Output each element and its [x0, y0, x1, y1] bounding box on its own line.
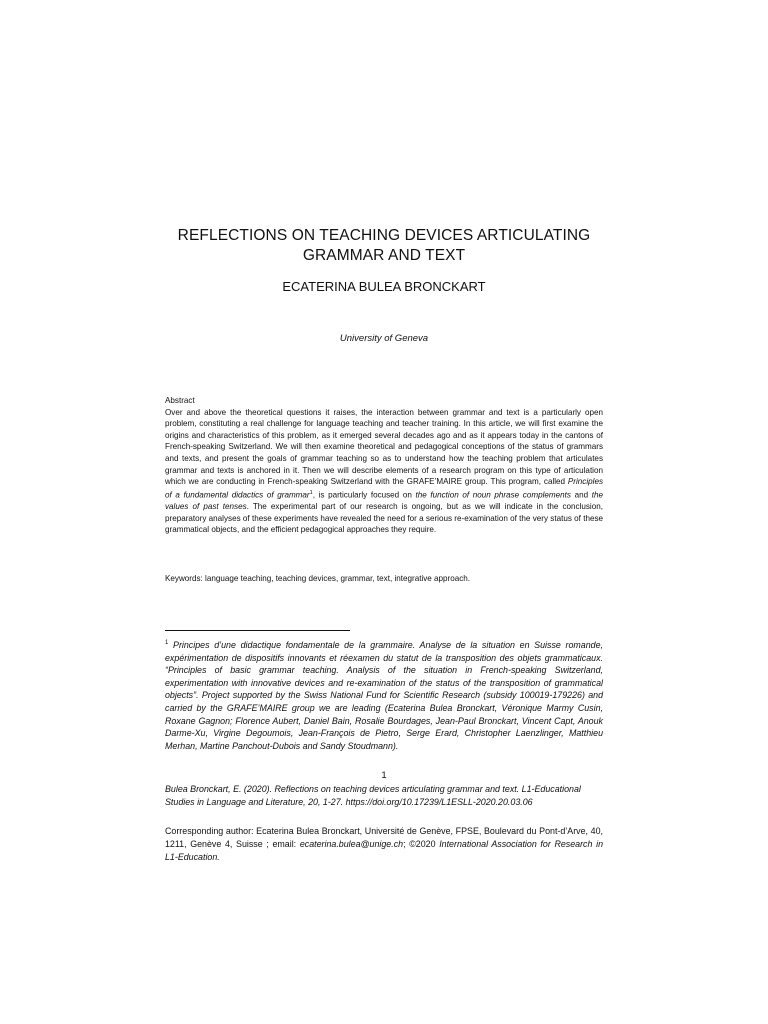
footnote — [165, 637, 603, 752]
abstract-text-4: . The experimental part of our research is ongoing, but as we will indicate in the conclusion, preparatory analyses of these experiments have revealed the need for a serious re-examination of the very status of these grammatical objects, and the efficient pedagogical approaches they require. — [165, 502, 603, 535]
abstract-text-3: and — [570, 490, 592, 500]
email-link[interactable]: ecaterina.bulea@unige.ch — [299, 839, 404, 849]
corresponding-author — [165, 825, 603, 864]
footnote-marker: 1 — [165, 640, 169, 646]
author-name: ECATERINA BULEA BRONCKART — [282, 279, 486, 294]
footnote-text: Principes d’une didactique fondamentale de la grammaire. Analyse de la situation en Suisse romande, expérimentation de dispositifs innovants et réexamen du statut de la transposition des objets grammaticaux. “Principles of basic grammar teaching. Analysis of the situation in French-speaking Switzerland, experimentation with innovative devices and re-examination of the status of the transposition of grammatical objects”. Project supported by the Swiss National Fund for Scientific Research (subsidy 100019-179226) and carried by the GRAFE’MAIRE group we are leading (Ecaterina Bulea Bronckart, Véronique Marmy Cusin, Roxane Gagnon; Florence Aubert, Daniel Bain, Rosalie Bourdages, Jean-Paul Bronckart, Vincent Capt, Anouk Darme-Xu, Virgine Degoumois, Jean-François de Pietro, Serge Erard, Christopher Laenzlinger, Matthieu Merhan, Martine Panchout-Dubois and Sandy Stoudmann). — [165, 639, 603, 751]
abstract-italic-program-name: Principles of a fundamental didactics of grammar — [165, 477, 603, 500]
footnote-reference: 1 — [309, 489, 313, 496]
abstract-text-1: Over and above the theoretical questions it raises, the interaction between grammar and text is a particularly open problem, constituting a real challenge for language teaching and teacher training. In this article, we will first examine the origins and characteristics of this problem, as it emerged several decades ago and as it appears today in the cantons of French-speaking Switzerland. We will then examine theoretical and pedagogical conceptions of the status of grammars and texts, and present the goals of grammar teaching so as to understand how the teaching problem that articulates grammar and texts is anchored in it. Then we will describe elements of a research program on this type of articulation which we are conducting in French-speaking Switzerland with the GRAFE’MAIRE group. This program, called — [165, 407, 603, 487]
abstract-section — [165, 395, 603, 536]
citation: Bulea Bronckart, E. (2020). Reflections on teaching devices articulating grammar and text. L1-Educational Studies in Language and Literature, 20, 1-27. https://doi.org/10.17239/L1ESLL-2020.20.03.06 — [165, 784, 581, 807]
title-line-1: REFLECTIONS ON TEACHING DEVICES ARTICULATING — [177, 227, 591, 244]
title-line-2: GRAMMAR AND TEXT — [302, 247, 466, 264]
paper-title — [150, 226, 618, 266]
copyright-organization: International Association for Research in L1-Education. — [165, 839, 604, 862]
abstract-text-2: , is particularly focused on — [312, 490, 416, 500]
keywords: Keywords: language teaching, teaching devices, grammar, text, integrative approach. — [165, 574, 471, 583]
affiliation: University of Geneva — [339, 333, 429, 344]
page-number: 1 — [381, 770, 387, 781]
copyright-text: ; ©2020 — [403, 839, 440, 849]
abstract-heading: Abstract — [165, 396, 195, 405]
corresponding-text: Corresponding author: Ecaterina Bulea Bronckart, Université de Genève, FPSE, Boulevard du Pont-d’Arve, 40, 1211, Genève 4, Suisse ; email: — [165, 826, 603, 849]
abstract-italic-noun-phrase: the function of noun phrase complements — [415, 490, 571, 500]
footnote-divider — [165, 630, 350, 631]
abstract-italic-past-tenses: the values of past tenses — [165, 490, 603, 512]
abstract-body — [165, 407, 603, 536]
